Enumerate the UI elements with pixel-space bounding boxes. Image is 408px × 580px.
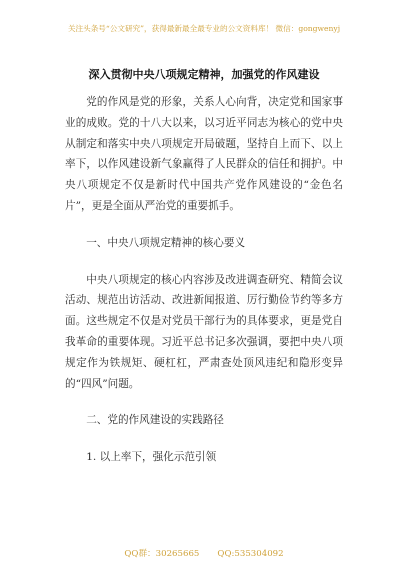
document-title: 深入贯彻中央八项规定精神，加强党的作风建设	[88, 68, 320, 81]
body-paragraph: 中央八项规定的核心内容涉及改进调查研究、精简会议活动、规范出访活动、改进新闻报道、厉行勤俭节约等多方面。这些规定不仅是对党员干部行为的具体要求，更是党自我革命的重要体现。习近平总书记多次强调，要把中央八项规定作为铁规矩、硬杠杠，严肃查处顶风违纪和隐形变异的“四风”问题。	[65, 273, 343, 390]
header-note: 关注头条号“公文研究”，获得最新最全最专业的公文资料库！ 微信：gongwenyj	[67, 24, 341, 33]
body-paragraph: 党的作风是党的形象，关系人心向背，决定党和国家事业的成败。党的十八大以来，以习近平同志为核心的党中央从制定和落实中央八项规定开局破题，坚持自上而下、以上率下，以作风建设新气象赢得了人民群众的信任和拥护。中央八项规定不仅是新时代中国共产党作风建设的“金色名片”，更是全面从严治党的重要抓手。	[65, 96, 343, 212]
footer-contact	[0, 549, 408, 560]
qq-group-number: QQ群：30265665	[124, 549, 200, 559]
subsection-heading: 1. 以上率下，强化示范引领	[86, 451, 217, 464]
section-heading: 一、中央八项规定精神的核心要义	[86, 236, 246, 249]
qq-number: QQ:535304092	[217, 549, 284, 559]
section-heading: 二、党的作风建设的实践路径	[86, 414, 224, 427]
document-body	[65, 92, 343, 484]
